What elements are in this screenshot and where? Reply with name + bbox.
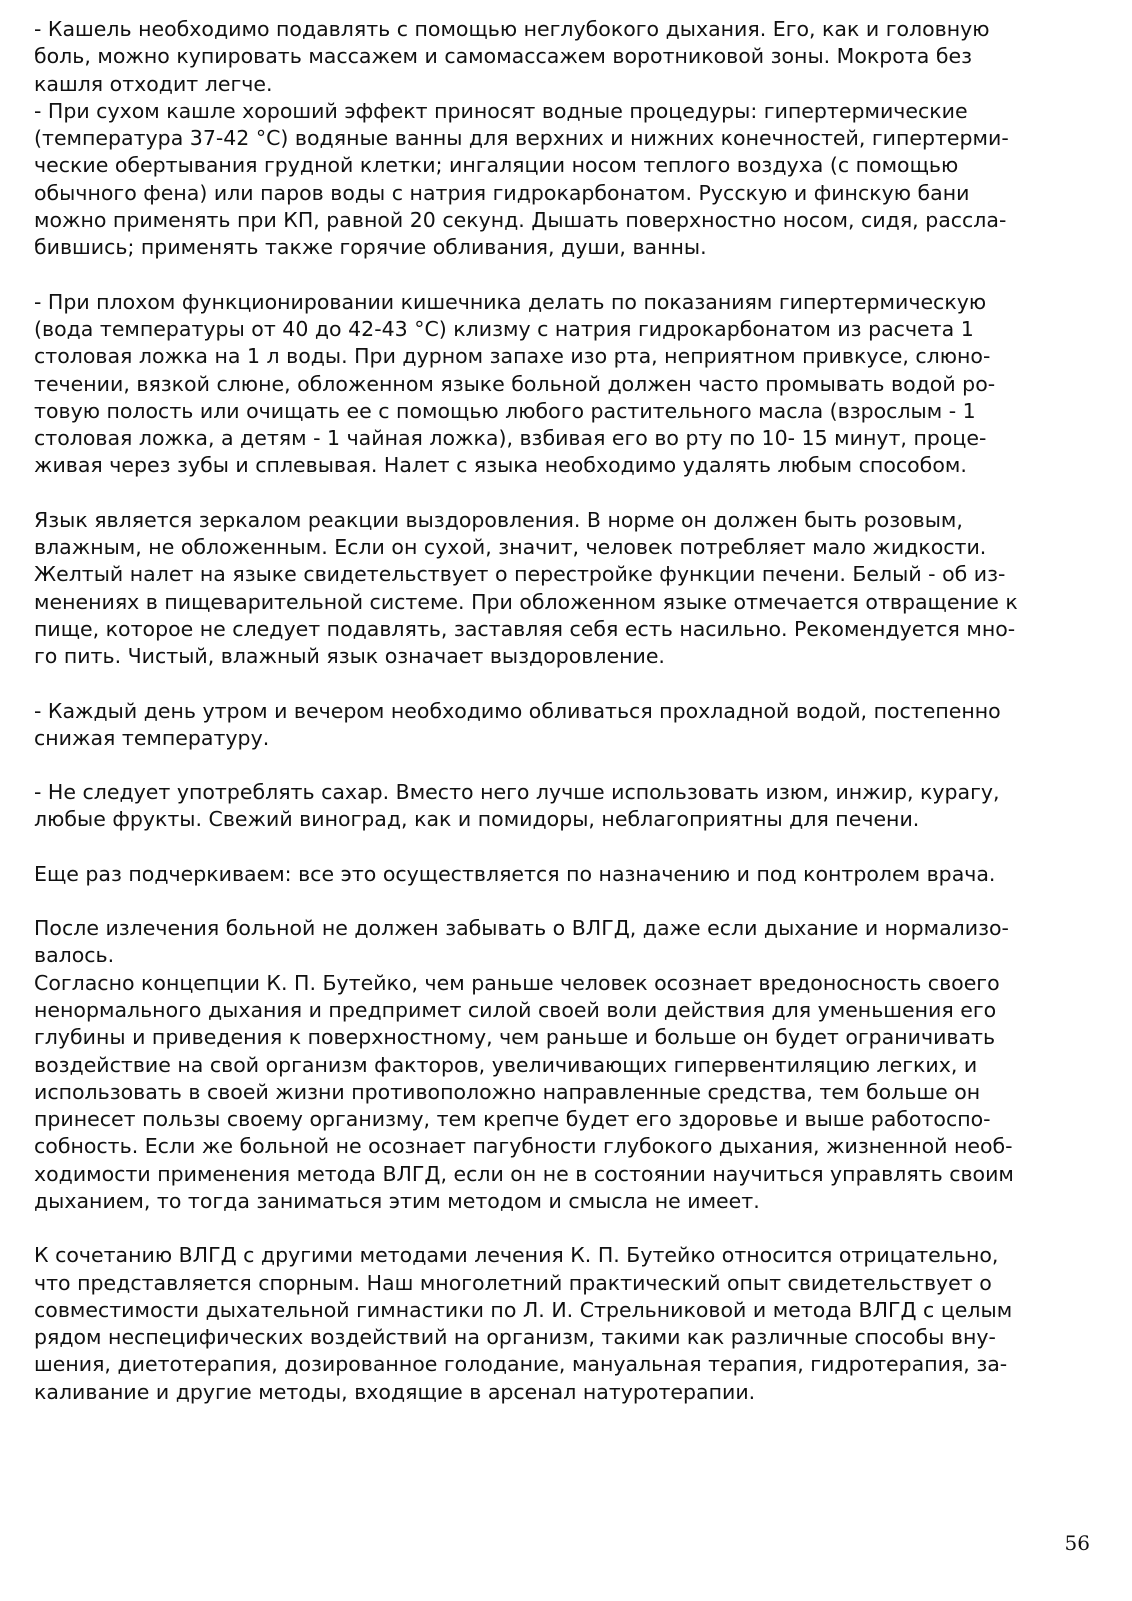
paragraph-gap [34, 834, 1100, 861]
paragraph-combination-methods: К сочетанию ВЛГД с другими методами лечения К. П. Бутейко относится отрицательно, что представляется спорным. Наш многолетний практический опыт свидетельствует о совместимости дыхательной гимнастики по Л. И. Стрельниковой и метода ВЛГД с целым рядом неспецифических воздействий на организм, такими как различные способы вну- шения, диетотерапия, дозированное голодание, мануальная терапия, гидротерапия, за- каливание и другие методы, входящие в арсенал натуротерапии. [34, 1243, 1013, 1404]
paragraph-intestine-and-oral-cavity: - При плохом функционировании кишечника делать по показаниям гипертермическую (вода температуры от 40 до 42-43 °С) клизму с натрия гидрокарбонатом из расчета 1 столовая ложка на 1 л воды. При дурном запахе изо рта, неприятном привкусе, слюно- течении, вязкой слюне, обложенном языке больной должен часто промывать водой ро- товую полость или очищать ее с помощью любого растительного масла (взрослым - 1 столовая ложка, а детям - 1 чайная ложка), взбивая его во рту по 10- 15 минут, проце- живая через зубы и сплевывая. Налет с языка необходимо удалять любым способом. [34, 289, 996, 478]
paragraph-gap [34, 480, 1100, 507]
paragraph-gap [34, 888, 1100, 915]
paragraph-after-recovery: После излечения больной не должен забывать о ВЛГД, даже если дыхание и нормализо- валось. Согласно концепции К. П. Бутейко, чем раньше человек осознает вредоносность своего ненормального дыхания и предпримет силой своей воли действия для уменьшения его глубины и приведения к поверхностному, чем раньше и больше он будет ограничивать воздействие на свой организм факторов, увеличивающих гипервентиляцию легких, и использовать в своей жизни противоположно направленные средства, тем больше он принесет пользы своему организму, тем крепче будет его здоровье и выше работоспо- собность. Если же больной не осознает пагубности глубокого дыхания, жизненной необ- ходимости применения метода ВЛГД, если он не в состоянии научиться управлять своим дыханием, то тогда заниматься этим методом и смысла не имеет. [34, 916, 1014, 1213]
page-number: 56 [1064, 1531, 1090, 1555]
paragraph-gap [34, 262, 1100, 289]
paragraph-cough-and-water-procedures: - Кашель необходимо подавлять с помощью неглубокого дыхания. Его, как и головную боль, можно купировать массажем и самомассажем воротниковой зоны. Мокрота без кашля отходит легче. - При сухом кашле хороший эффект приносят водные процедуры: гипертермические (температура 37-42 °С) водяные ванны для верхних и нижних конечностей, гипертерми- ческие обертывания грудной клетки; ингаляции носом теплого воздуха (с помощью обычного фена) или паров воды с натрия гидрокарбонатом. Русскую и финскую бани можно применять при КП, равной 20 секунд. Дышать поверхностно носом, сидя, рассла- бившись; применять также горячие обливания, души, ванны. [34, 17, 1009, 260]
paragraph-gap [34, 1215, 1100, 1242]
paragraph-gap [34, 752, 1100, 779]
paragraph-daily-dousing: - Каждый день утром и вечером необходимо обливаться прохладной водой, постепенно снижая температуру. [34, 698, 1001, 750]
paragraph-gap [34, 671, 1100, 698]
body-text [34, 16, 1100, 1406]
paragraph-doctor-control: Еще раз подчеркиваем: все это осуществляется по назначению и под контролем врача. [34, 861, 996, 886]
paragraph-sugar: - Не следует употреблять сахар. Вместо него лучше использовать изюм, инжир, курагу, любые фрукты. Свежий виноград, как и помидоры, неблагоприятны для печени. [34, 780, 1000, 832]
paragraph-tongue-mirror: Язык является зеркалом реакции выздоровления. В норме он должен быть розовым, влажным, не обложенным. Если он сухой, значит, человек потребляет мало жидкости. Желтый налет на языке свидетельствует о перестройке функции печени. Белый - об из- менениях в пищеварительной системе. При обложенном языке отмечается отвращение к пище, которое не следует подавлять, заставляя себя есть насильно. Рекомендуется мно- го пить. Чистый, влажный язык означает выздоровление. [34, 507, 1018, 669]
